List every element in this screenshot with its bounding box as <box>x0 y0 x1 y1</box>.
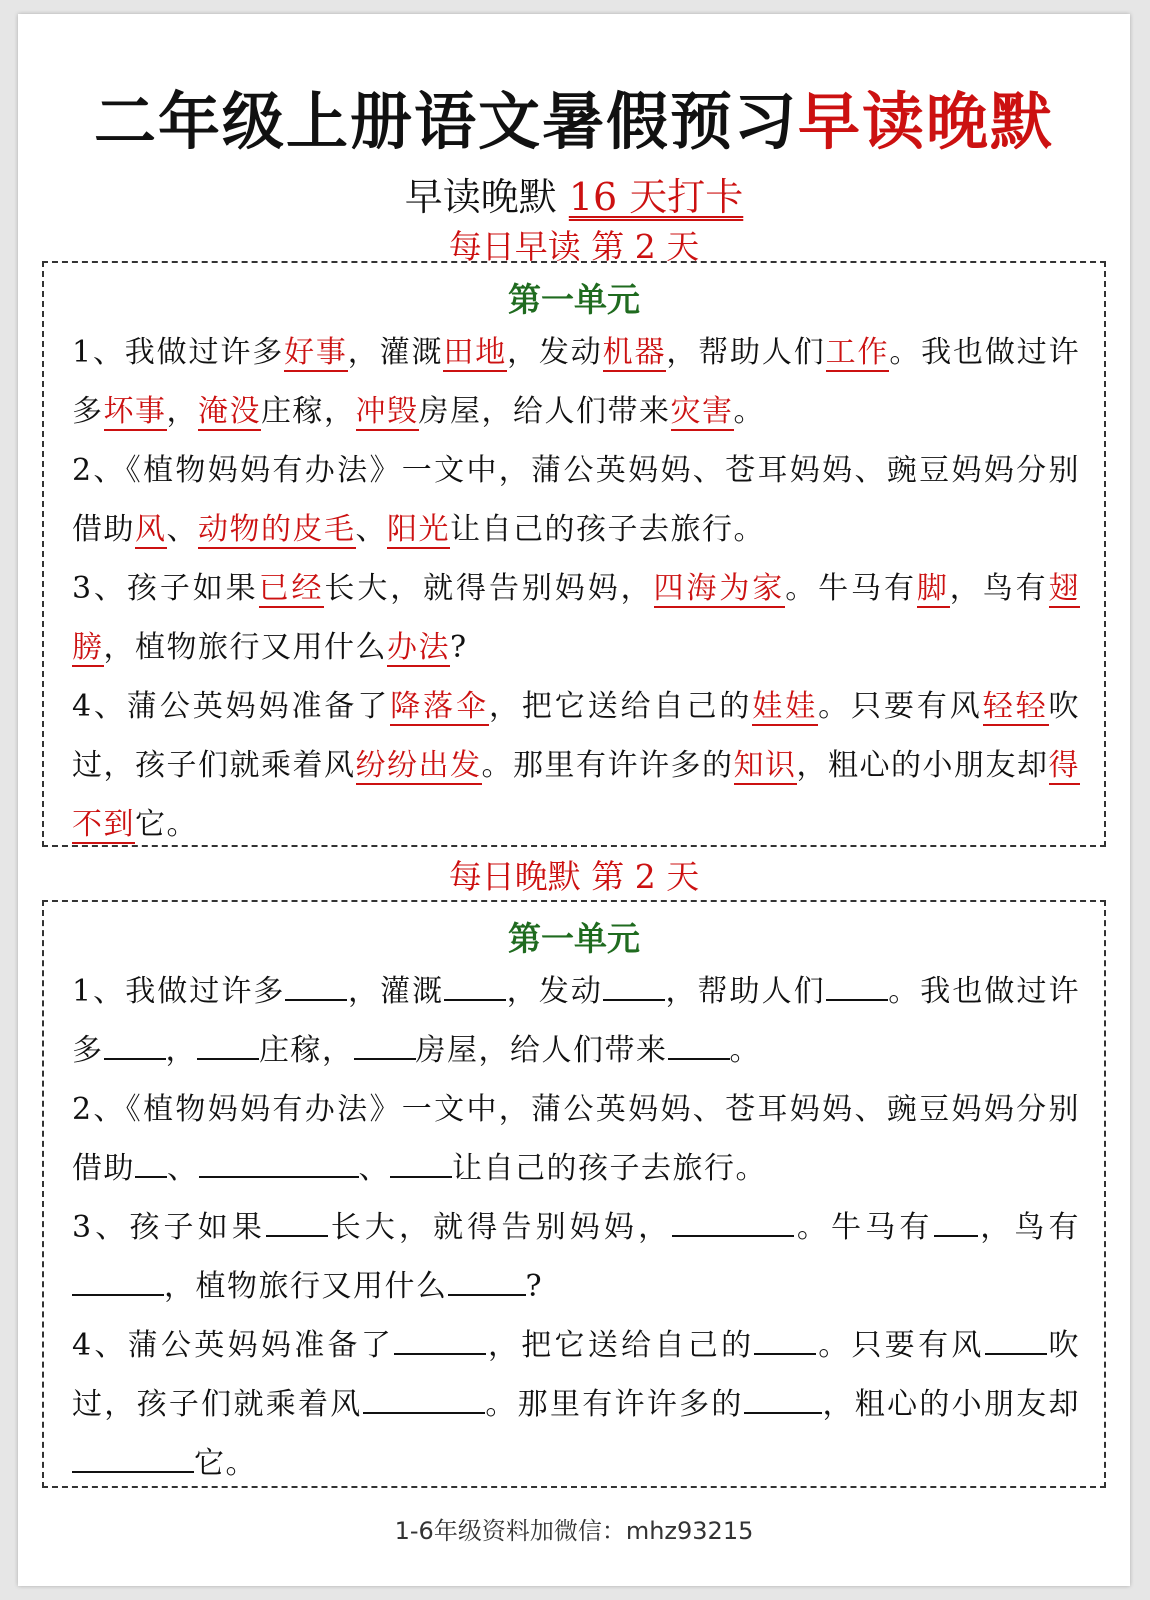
paragraph-text: ，粗心的小朋友却 <box>796 748 1049 783</box>
answer-text: 四海为家 <box>653 571 786 606</box>
paragraph-text: 。那里有许许多的 <box>481 748 734 783</box>
evening-paragraph-3 <box>44 1198 1104 1316</box>
answer-text: 淹没 <box>198 394 261 429</box>
morning-paragraph-1 <box>44 323 1104 441</box>
paragraph-text: ，发动 <box>507 335 603 370</box>
paragraph-text: 。只要有风 <box>818 689 983 724</box>
blank[interactable] <box>72 1441 194 1473</box>
paragraph-text: 、 <box>355 512 387 547</box>
page-title <box>18 82 1130 162</box>
answer-text: 冲毁 <box>355 394 419 429</box>
paragraph-text: ，鸟有 <box>977 1210 1080 1245</box>
answer-text: 纷纷出发 <box>355 748 482 783</box>
blank[interactable] <box>135 1146 167 1178</box>
answer-text: 好事 <box>284 335 348 370</box>
paragraph-text: ，粗心的小朋友却 <box>821 1387 1081 1422</box>
title-highlight: 早读晚默 <box>798 85 1055 158</box>
subtitle <box>18 170 1130 224</box>
paragraph-text: 3、孩子如果 <box>72 571 259 606</box>
paragraph-text: ，把它送给自己的 <box>486 1328 755 1363</box>
subtitle-highlight: 16 天打卡 <box>568 175 744 219</box>
paragraph-text: 吹过，孩子们就乘着风 <box>72 1328 1081 1422</box>
paragraph-text: ，帮助人们 <box>664 974 826 1009</box>
footer-contact: 1-6年级资料加微信：mhz93215 <box>394 1517 754 1545</box>
morning-paragraph-2 <box>44 441 1104 559</box>
answer-text: 翅膀 <box>72 571 1081 665</box>
answer-text: 娃娃 <box>752 689 819 724</box>
paragraph-text: 房屋，给人们带来 <box>415 1033 668 1068</box>
answer-text: 轻轻 <box>982 689 1049 724</box>
answer-text: 动物的皮毛 <box>198 512 356 547</box>
paragraph-text: 长大，就得告别妈妈， <box>324 571 654 606</box>
blank[interactable] <box>672 1205 794 1237</box>
blank[interactable] <box>444 969 506 1001</box>
paragraph-text: ，鸟有 <box>949 571 1049 606</box>
blank[interactable] <box>668 1028 730 1060</box>
blank[interactable] <box>363 1382 485 1414</box>
answer-text: 坏事 <box>103 394 167 429</box>
worksheet-page <box>18 14 1130 1586</box>
answer-text: 阳光 <box>387 512 450 547</box>
evening-section-label: 每日晚默 第 2 天 <box>448 857 700 896</box>
paragraph-text: ，灌溉 <box>347 335 444 370</box>
blank[interactable] <box>354 1028 416 1060</box>
paragraph-text: 它。 <box>194 1446 257 1481</box>
evening-paragraph-1 <box>44 962 1104 1080</box>
paragraph-text: ? <box>525 1269 544 1304</box>
morning-paragraph-3 <box>44 559 1104 677</box>
blank[interactable] <box>448 1264 526 1296</box>
paragraph-text: 2、《植物妈妈有办法》一文中，蒲公英妈妈、苍耳妈妈、豌豆妈妈分别借助 <box>72 453 1080 547</box>
morning-unit-title: 第一单元 <box>508 280 640 319</box>
paragraph-text: 庄稼， <box>259 1033 354 1068</box>
blank[interactable] <box>754 1323 816 1355</box>
answer-text: 知识 <box>733 748 797 783</box>
paragraph-text: ? <box>450 630 468 665</box>
evening-unit-title: 第一单元 <box>508 919 640 958</box>
blank[interactable] <box>197 1028 259 1060</box>
blank[interactable] <box>72 1264 164 1296</box>
morning-reading-box <box>42 261 1106 847</box>
paragraph-text: 庄稼， <box>261 394 356 429</box>
blank[interactable] <box>394 1323 486 1355</box>
paragraph-text: 长大，就得告别妈妈， <box>328 1210 673 1245</box>
paragraph-text: ， <box>165 1033 197 1068</box>
paragraph-text: 。 <box>733 394 765 429</box>
evening-dictation-box <box>42 900 1106 1488</box>
paragraph-text: 。牛马有 <box>785 571 917 606</box>
paragraph-text: ，灌溉 <box>347 974 445 1009</box>
blank[interactable] <box>390 1146 452 1178</box>
paragraph-text: ，发动 <box>506 974 603 1009</box>
answer-text: 得不到 <box>72 748 1080 842</box>
answer-text: 机器 <box>602 335 667 370</box>
paragraph-text: 。我也做过许多 <box>72 974 1081 1068</box>
morning-paragraph-4 <box>44 677 1104 854</box>
paragraph-text: 、 <box>166 512 198 547</box>
answer-text: 办法 <box>387 630 450 665</box>
paragraph-text: 3、孩子如果 <box>72 1210 267 1245</box>
answer-text: 风 <box>135 512 167 547</box>
paragraph-text: 让自己的孩子去旅行。 <box>450 512 765 547</box>
paragraph-text: 1、我做过许多 <box>72 974 286 1009</box>
paragraph-text: 让自己的孩子去旅行。 <box>452 1151 767 1186</box>
paragraph-text: 、 <box>358 1151 390 1186</box>
subtitle-text: 早读晚默 <box>404 175 569 219</box>
blank[interactable] <box>985 1323 1047 1355</box>
paragraph-text: 吹过，孩子们就乘着风 <box>72 689 1081 783</box>
blank[interactable] <box>744 1382 822 1414</box>
answer-text: 工作 <box>825 335 890 370</box>
blank[interactable] <box>285 969 347 1001</box>
paragraph-text: 2、《植物妈妈有办法》一文中，蒲公英妈妈、苍耳妈妈、豌豆妈妈分别借助 <box>72 1092 1080 1186</box>
paragraph-text: 、 <box>167 1151 199 1186</box>
title-main: 二年级上册语文暑假预习 <box>93 85 798 158</box>
paragraph-text: ，植物旅行又用什么 <box>103 630 387 665</box>
paragraph-text: 房屋，给人们带来 <box>418 394 671 429</box>
answer-text: 田地 <box>443 335 508 370</box>
paragraph-text: 。只要有风 <box>816 1328 985 1363</box>
paragraph-text: ，把它送给自己的 <box>488 689 753 724</box>
blank[interactable] <box>266 1205 328 1237</box>
paragraph-text: 4、蒲公英妈妈准备了 <box>72 1328 395 1363</box>
answer-text: 脚 <box>916 571 950 606</box>
answer-text: 降落伞 <box>390 689 489 724</box>
paragraph-text: ，帮助人们 <box>666 335 826 370</box>
paragraph-text: 。我也做过许多 <box>72 335 1081 429</box>
blank[interactable] <box>826 969 888 1001</box>
evening-paragraph-2 <box>44 1080 1104 1198</box>
blank[interactable] <box>104 1028 166 1060</box>
paragraph-text: 。牛马有 <box>794 1210 934 1245</box>
paragraph-text: 1、我做过许多 <box>72 335 285 370</box>
paragraph-text: ，植物旅行又用什么 <box>164 1269 448 1304</box>
paragraph-text: 。 <box>729 1033 761 1068</box>
blank[interactable] <box>934 1205 978 1237</box>
answer-text: 已经 <box>258 571 325 606</box>
paragraph-text: ， <box>166 394 198 429</box>
paragraph-text: 4、蒲公英妈妈准备了 <box>72 689 391 724</box>
answer-text: 灾害 <box>670 394 734 429</box>
blank[interactable] <box>603 969 665 1001</box>
paragraph-text: 。那里有许许多的 <box>484 1387 744 1422</box>
blank[interactable] <box>199 1146 359 1178</box>
morning-section-label: 每日早读 第 2 天 <box>448 227 700 266</box>
paragraph-text: 它。 <box>135 807 198 842</box>
evening-paragraph-4 <box>44 1316 1104 1493</box>
